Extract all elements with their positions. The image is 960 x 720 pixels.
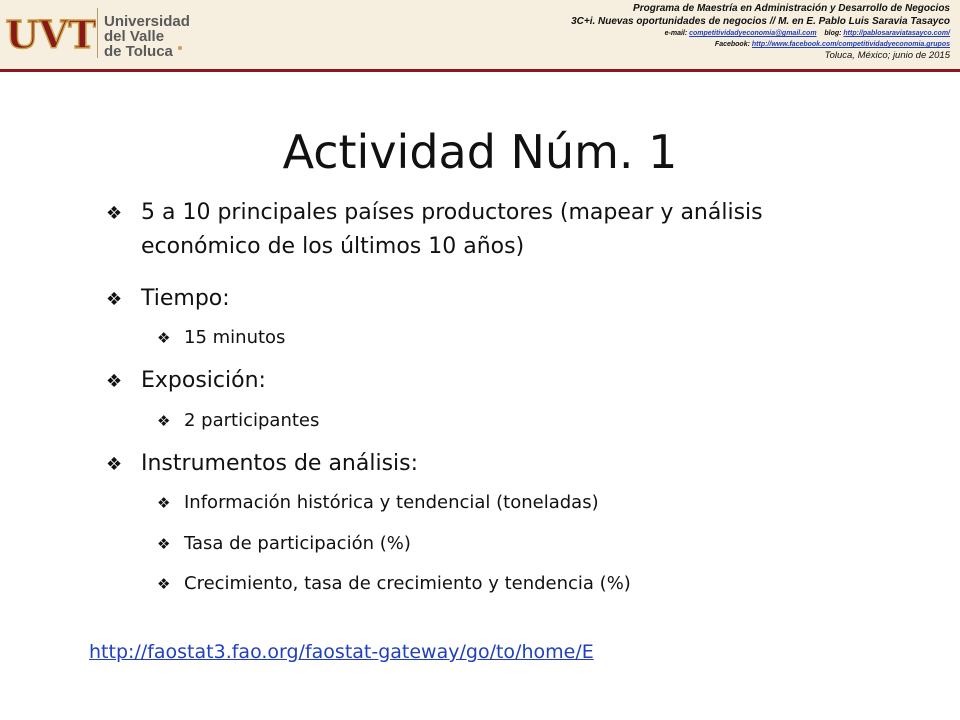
bullet-item bbox=[106, 282, 756, 316]
bullet-text: Tiempo: bbox=[141, 286, 230, 311]
header-info bbox=[571, 2, 950, 62]
contact-line bbox=[571, 28, 950, 39]
sub-bullet-text: 15 minutos bbox=[184, 327, 286, 348]
slide-title: Actividad Núm. 1 bbox=[282, 125, 678, 179]
facebook-link[interactable]: http://www.facebook.com/competitividadyeconomia.grupos bbox=[751, 41, 950, 48]
place-date: Toluca, México; junio de 2015 bbox=[824, 50, 950, 61]
sub-bullet-text: Información histórica y tendencial (toneladas) bbox=[184, 492, 599, 513]
bullet-item bbox=[106, 447, 756, 481]
email-label: e-mail: bbox=[664, 30, 688, 37]
svg-text:UVT: UVT bbox=[6, 12, 96, 57]
diamond-bullet-icon: ❖ bbox=[157, 412, 171, 430]
course-name: 3C+i. Nuevas oportunidades de negocios // M. en E. Pablo Luis Saravia Tasayco bbox=[571, 16, 950, 27]
university-line-2: del Valle bbox=[104, 28, 165, 45]
sub-bullet-text: Crecimiento, tasa de crecimiento y tendencia (%) bbox=[184, 573, 631, 594]
bullet-item bbox=[106, 196, 763, 264]
sub-bullet-item bbox=[157, 490, 777, 516]
sub-bullet-text: Tasa de participación (%) bbox=[184, 533, 411, 554]
program-name: Programa de Maestría en Administración y Desarrollo de Negocios bbox=[633, 3, 950, 14]
diamond-bullet-icon: ❖ bbox=[106, 371, 123, 392]
blog-link[interactable]: http://pablosaraviatasayco.com/ bbox=[843, 30, 950, 37]
bullet-text: Instrumentos de análisis: bbox=[141, 451, 419, 476]
diamond-bullet-icon: ❖ bbox=[157, 329, 171, 347]
bullet-item bbox=[106, 364, 756, 398]
decorative-dot bbox=[178, 46, 182, 50]
email-link[interactable]: competitividadyeconomia@gmail.com bbox=[689, 30, 817, 37]
university-line-3: de Toluca bbox=[104, 43, 173, 60]
blog-label: blog: bbox=[824, 30, 842, 37]
sub-bullet-item bbox=[157, 531, 777, 557]
sub-bullet-item bbox=[157, 571, 777, 597]
sub-bullet-item bbox=[157, 325, 777, 351]
sub-bullet-text: 2 participantes bbox=[184, 410, 320, 431]
diamond-bullet-icon: ❖ bbox=[106, 203, 123, 224]
diamond-bullet-icon: ❖ bbox=[106, 454, 123, 475]
diamond-bullet-icon: ❖ bbox=[106, 289, 123, 310]
sub-bullet-item bbox=[157, 408, 777, 434]
facebook-line bbox=[571, 39, 950, 50]
facebook-label: Facebook: bbox=[714, 41, 750, 48]
diamond-bullet-icon: ❖ bbox=[157, 494, 171, 512]
diamond-bullet-icon: ❖ bbox=[157, 575, 171, 593]
bullet-text: 5 a 10 principales países productores (mapear y análisis económico de los últimos 10 años) bbox=[141, 200, 763, 259]
diamond-bullet-icon: ❖ bbox=[157, 535, 171, 553]
faostat-link[interactable]: http://faostat3.fao.org/faostat-gateway/go/to/home/E bbox=[89, 641, 594, 663]
bullet-text: Exposición: bbox=[141, 368, 266, 393]
logo-divider bbox=[97, 8, 98, 58]
slide-header bbox=[0, 0, 960, 72]
uvt-logo bbox=[6, 4, 96, 62]
university-line-1: Universidad bbox=[104, 13, 190, 30]
university-name bbox=[104, 14, 190, 59]
